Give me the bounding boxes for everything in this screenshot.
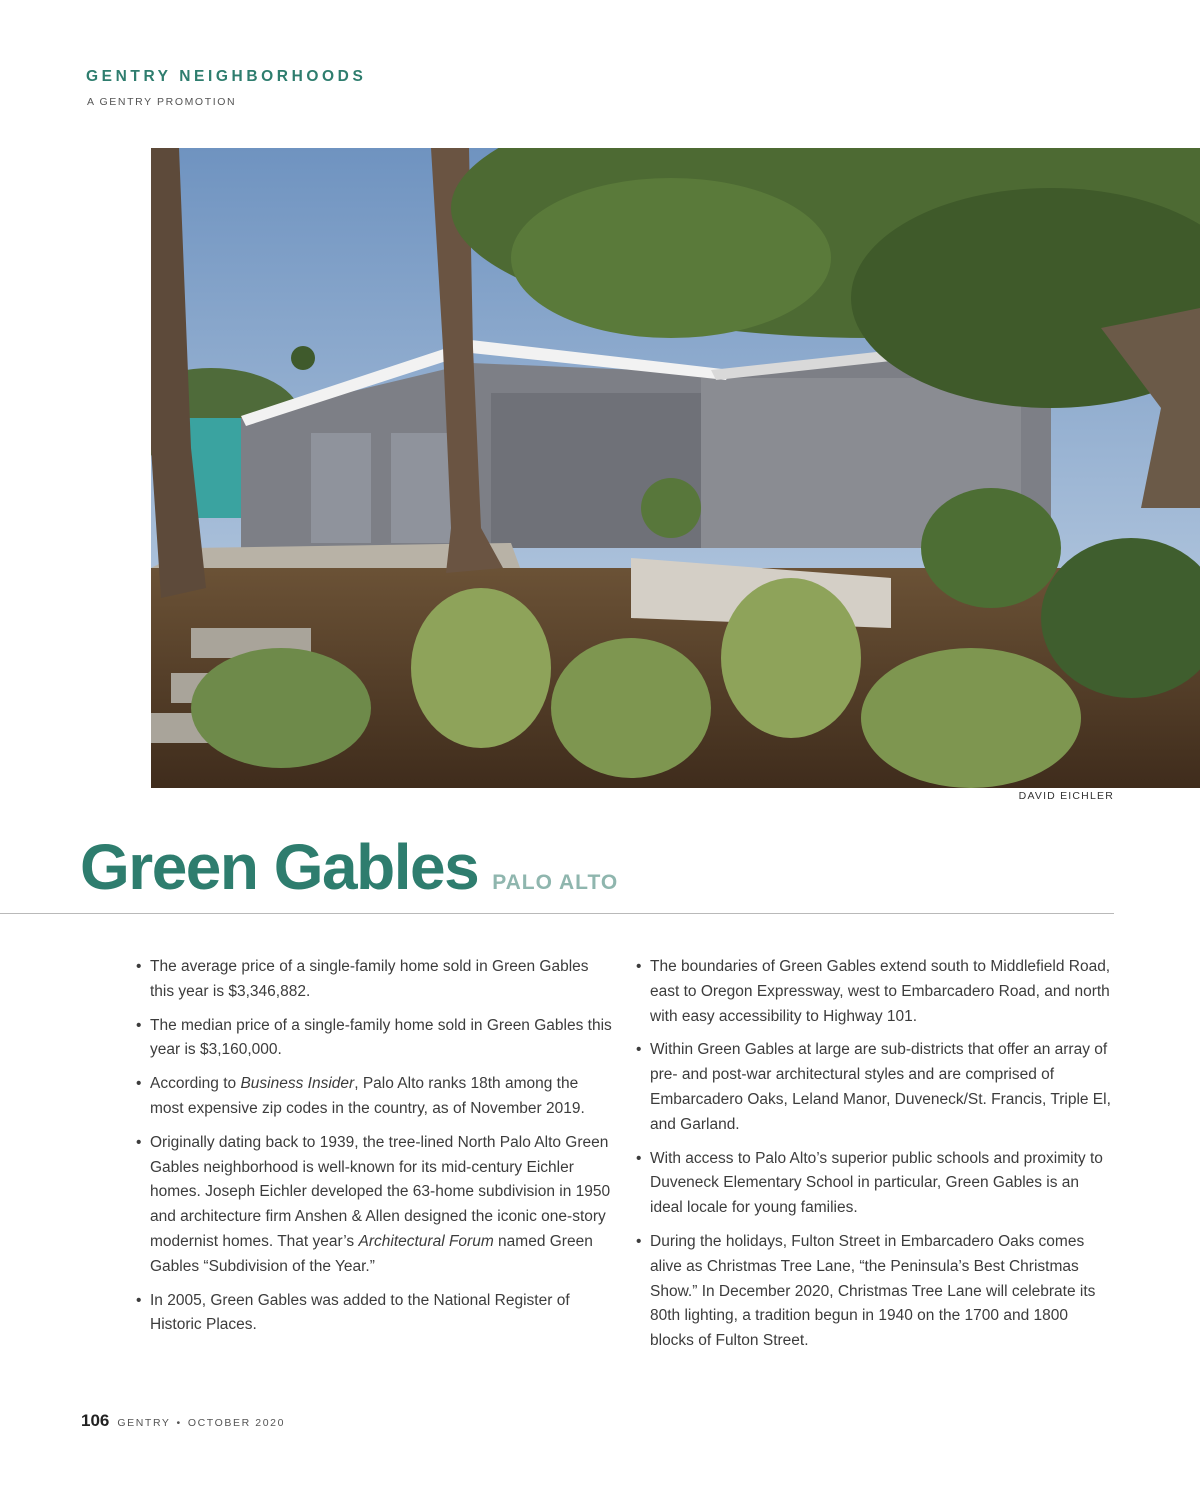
house-photo [151, 148, 1200, 788]
publication-name: GENTRY [117, 1417, 171, 1429]
bullet-item [136, 955, 616, 1005]
bullet-text: The median price of a single-family home sold in Green Gables this year is $3,160,000. [150, 1016, 612, 1059]
bullet-text: During the holidays, Fulton Street in Embarcadero Oaks comes alive as Christmas Tree Lane, “the Peninsula’s Best Christmas Show.” In December 2020, Christmas Tree Lane will celebrate its 80th lighting, a tradition begun in 1940 on the 1700 and 1800 blocks of Fulton Street. [650, 1232, 1096, 1350]
bullet-item [136, 1289, 616, 1339]
bullet-dot-icon: • [636, 1232, 642, 1250]
bullet-text: The boundaries of Green Gables extend south to Middlefield Road, east to Oregon Expressway, west to Embarcadero Road, and north with easy accessibility to Highway 101. [650, 958, 1111, 1025]
bullet-text: According to [150, 1075, 241, 1093]
title-row [80, 830, 618, 904]
bullet-text: named Green Gables “Subdivision of the Year.” [150, 1232, 593, 1275]
page-number: 106 [81, 1411, 110, 1430]
bullet-item [636, 1038, 1116, 1137]
bullet-item [136, 1072, 616, 1122]
bullet-text: , Palo Alto ranks 18th among the most expensive zip codes in the country, as of November 2019. [150, 1075, 585, 1117]
page-subtitle: PALO ALTO [492, 871, 619, 894]
bullet-dot-icon: • [136, 1016, 142, 1034]
bullet-item [636, 1230, 1116, 1354]
bullet-emphasis: Architectural Forum [358, 1232, 494, 1250]
bullet-dot-icon: • [636, 1041, 642, 1059]
section-label: GENTRY NEIGHBORHOODS [86, 68, 367, 85]
bullet-text: The average price of a single-family home sold in Green Gables this year is $3,346,882. [150, 958, 589, 1000]
right-column [636, 955, 1116, 1363]
footer-separator: • [176, 1417, 182, 1429]
bullet-dot-icon: • [136, 958, 142, 975]
bullet-dot-icon: • [636, 958, 642, 975]
bullet-dot-icon: • [636, 1149, 642, 1167]
divider [0, 913, 1114, 914]
bullet-item [636, 1147, 1116, 1221]
photo-credit: DAVID EICHLER [1018, 790, 1114, 802]
footer [81, 1411, 285, 1431]
promotion-label: A GENTRY PROMOTION [87, 96, 237, 108]
bullet-dot-icon: • [136, 1133, 142, 1151]
bullet-text: With access to Palo Alto’s superior public schools and proximity to Duveneck Elementary School in particular, Green Gables is an ideal locale for young families. [650, 1149, 1103, 1217]
page-title: Green Gables [80, 831, 479, 903]
bullet-text: Within Green Gables at large are sub-districts that offer an array of pre- and post-war architectural styles and are comprised of Embarcadero Oaks, Leland Manor, Duveneck/St. Francis, Triple El, and Garland. [650, 1041, 1111, 1133]
bullet-item [136, 1014, 616, 1064]
bullet-text: Originally dating back to 1939, the tree-lined North Palo Alto Green Gables neighborhood is well-known for its mid-century Eichler homes. Joseph Eichler developed the 63-home subdivision in 1950 and architecture firm Anshen & Allen designed the iconic one-story modernist homes. That year’s [150, 1133, 611, 1250]
bullet-item [136, 1131, 616, 1280]
bullet-emphasis: Business Insider [240, 1075, 355, 1093]
bullet-dot-icon: • [136, 1075, 142, 1093]
left-column [136, 955, 616, 1347]
issue-date: OCTOBER 2020 [187, 1417, 286, 1429]
bullet-dot-icon: • [136, 1291, 142, 1309]
bullet-text: In 2005, Green Gables was added to the National Register of Historic Places. [150, 1291, 570, 1334]
bullet-item [636, 955, 1116, 1029]
